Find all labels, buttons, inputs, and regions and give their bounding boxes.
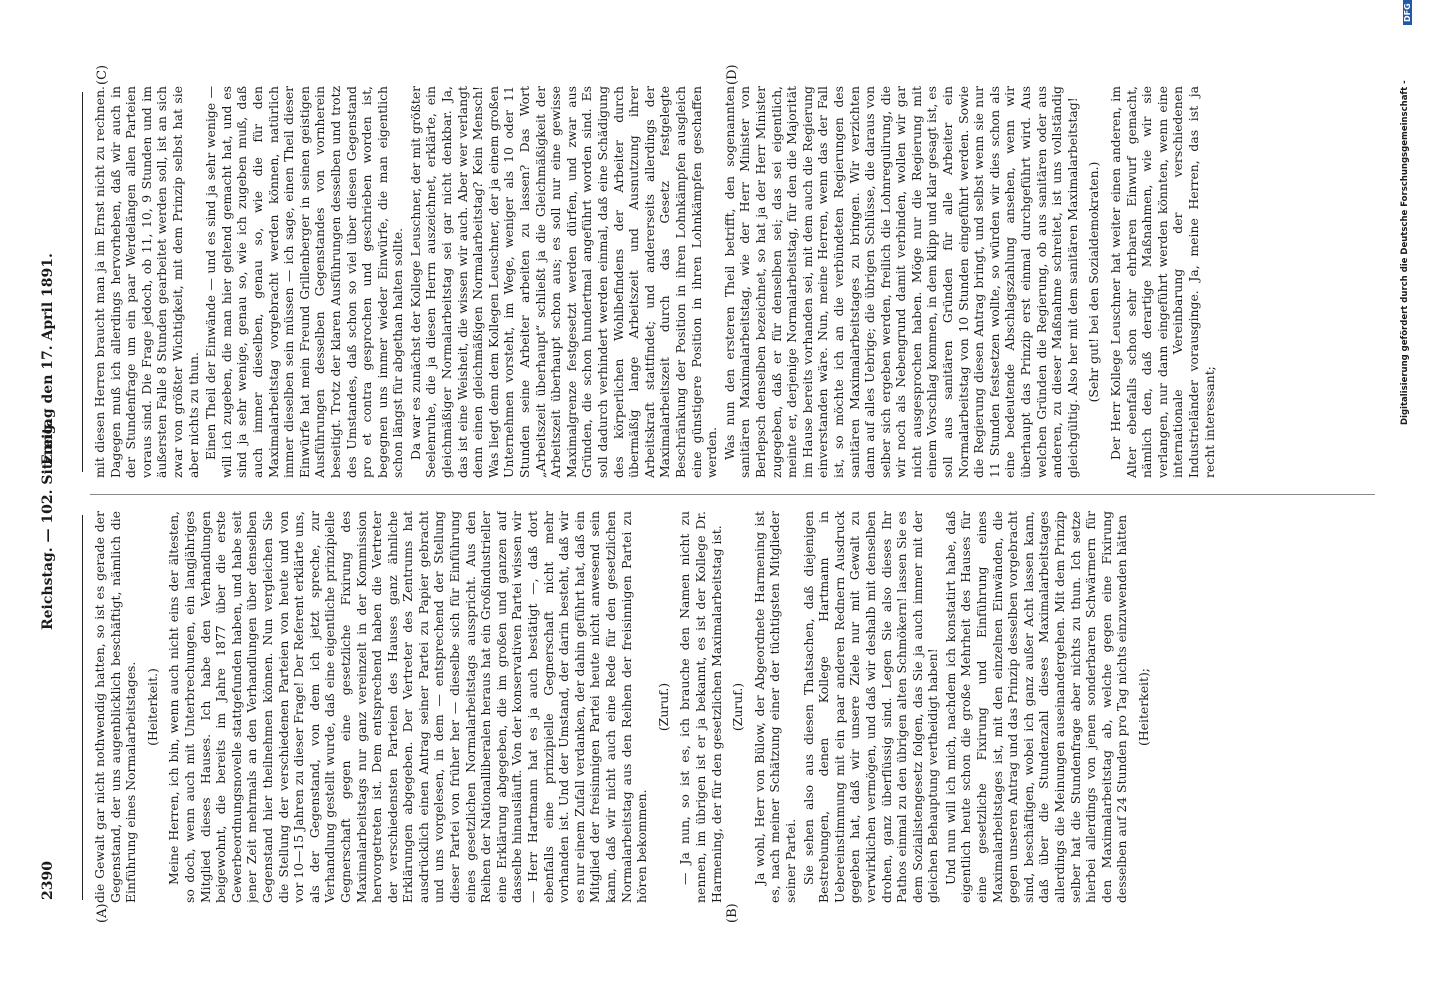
session-title: Reichstag. — 102. Sitzung. (40, 419, 56, 630)
paragraph: Was nun den ersteren Theil betrifft, den sogenannten sanitären Maximalarbeitstag, wie der Herr Minister von Berlepsch denselben bezeichnet, so hat ja der Herr Minister zugegeben, daß er für denselben sei; das sei eigentlich, meinte er, derjenige Normalarbeitstag, für den die Majorität im Hause bereits vorhanden sei, mit dem auch die Regierung einverstanden wäre. Nun, meine Herren, wenn das der Fall ist, so möchte ich an die verbündeten Regierungen des sanitären Maximalarbeitstages zu bringen. Wir verzichten dann auf alles Uebrige; die übrigen Schlüsse, die daraus von selber sich ergeben werden, freilich die Lohnregulirung, die wir noch als Nebengrund damit verbinden, wollen wir gar nicht ausgesprochen haben. Möge nur die Regierung mit einem Vorschlag kommen, in dem klipp und klar gesagt ist, es soll aus sanitären Gründen für alle Arbeiter ein Normalarbeitstag von 10 Stunden eingeführt werden. Sowie die Regierung diesen Antrag bringt, und selbst wenn sie nur 11 Stunden festsetzen wollte, so würden wir dies schon als eine bedeutende Abschlagszahlung ansehen, wenn wir überhaupt das Prinzip erst einmal durchgeführt wird. Aus welchen Gründen die Regierung, ob aus sanitären oder aus anderen, zu dieser Maßnahme schreitet, ist uns vollständig gleichgültig. Also her mit dem sanitären Maximalarbeitstag! (721, 86, 1080, 478)
right-column (92, 86, 1362, 478)
paragraph: Einen Theil der Einwände — und es sind ja sehr wenige — will ich zugeben, die man hier geltend gemacht hat, und es sind ja sehr wenige, genau so, wie ich zugeben muß, daß auch immer dieselben, genau so, wie die für den Maximalarbeitstag vorgebracht werden können, natürlich immer dieselben sein müssen — ich sage, einen Theil dieser Einwürfe hat mein Freund Grillenberger in seinen geistigen Ausführungen desselben Gegenstandes von vornherein beseitigt. Trotz der klaren Ausführungen desselben und trotz des Umstandes, daß schon so viel über diesen Gegenstand pro et contra gesprochen und geschrieben worden ist, begegnen uns immer wieder Einwürfe, die man eigentlich schon längst für abgethan halten sollte. (203, 86, 406, 478)
dfg-logo: DFG (1403, 0, 1412, 25)
left-column (92, 511, 1362, 903)
header-rule-left (82, 515, 83, 900)
interjection: (Heiterkeit.) (144, 668, 160, 746)
paragraph: Und nun will ich mich, nachdem ich konstatirt habe, daß eigentlich heute schon die große Mehrheit des Hauses für eine gesetzliche Fixirung und Einführung eines Maximalarbeitstages ist, mit den einzelnen Einwänden, die gegen unseren Antrag und das Prinzip desselben vorgebracht sind, beschäftigen, wobei ich ganz außer Acht lassen kann, daß über die Stundenzahl dieses Maximalarbeitstages allerdings die Meinungen auseinandergehen. Mit dem Prinzip selber hat die Stundenfrage aber nichts zu thun. Ich setze hierbei allerdings von jenen sonderbaren Schwärmern für den Maximalarbeitstag ab, welche gegen eine Fixirung desselben auf 24 Stunden pro Tag nichts einzuwenden hätten (942, 511, 1130, 903)
paragraph: — Ja nun, so ist es, ich brauche den Namen nicht zu nennen, im übrigen ist er ja bekannt, es ist der Kollege Dr. Harmening, der für den gesetzlichen Maximalarbeitstag ist. (677, 511, 724, 903)
margin-marker-d: (D) (725, 64, 740, 85)
page-number: 2390 (40, 861, 56, 900)
paragraph: Meine Herren, ich bin, wenn auch nicht eins der ältesten, so doch, wenn auch mit Unterbrechungen, ein langjähriges Mitglied dieses Hauses. Ich habe den Verhandlungen beigewohnt, die bereits im Jahre 1877 über die erste Gewerbeordnungsnovelle stattgefunden haben, und habe seit jener Zeit mehrmals an den Verhandlungen über denselben Gegenstand hier theilnehmen können. Nun vergleichen Sie die Stellung der verschiedenen Parteien von heute und von vor 10—15 Jahren zu dieser Frage! Der Referent erklärte uns, als der Gegenstand, von dem ich jetzt spreche, zur Verhandlung gestellt wurde, daß eine eigentliche prinzipielle Gegnerschaft gegen eine gesetzliche Fixirung des Maximalarbeitstags nur ganz vereinzelt in der Kommission hervorgetreten ist. Dem entsprechend haben die Vertreter der verschiedensten Parteien des Hauses ganz ähnliche Erklärungen abgegeben. Der Vertreter des Zentrums hat ausdrücklich einen Antrag seiner Partei zu Papier gebracht und uns vorgelesen, in dem — entsprechend der Stellung dieser Partei von früher her — dieselbe sich für Einführung eines gesetzlichen Normalarbeitstags ausspricht. Aus den Reihen der Nationalliberalen heraus hat ein Großindustrieller eine Erklärung abgegeben, die im großen und ganzen auf dasselbe hinausläuft. Von der konservativen Partei wissen wir — Herr Hartmann hat es ja auch bestätigt —, daß dort ebenfalls eine prinzipielle Gegnerschaft nicht mehr vorhanden ist. Und der Umstand, der darin besteht, daß wir es nur einem Zufall verdanken, der dahin geführt hat, daß ein Mitglied der freisinnigen Partei heute nicht anwesend sein kann, daß wir nicht auch eine Rede für den gesetzlichen Normalarbeitstag aus den Reihen der freisinnigen Partei zu hören bekommen. (166, 511, 650, 903)
margin-marker-a: (A) (95, 903, 110, 923)
header-rule-right (82, 92, 83, 472)
digitization-credit: Digitalisierung gefördert durch die Deutsche Forschungsgemeinschaft - (1400, 80, 1410, 425)
session-date: Freitag den 17. April 1891. (40, 253, 56, 465)
interjection: (Zuruf.) (655, 682, 671, 732)
paragraph: Da war es zunächst der Kollege Leuschner, der mit größter Seelenruhe, die ja diesen Herrn auszeichnet, erklärte, ein gleichmäßiger Normalarbeitstag sei gar nicht denkbar. Ja, das ist eine Weisheit, die wissen wir auch. Aber wer verlangt denn einen gleichmäßigen Normalarbeitstag? Kein Mensch! Was liegt denn dem Kollegen Leuschner, der ja einem großen Unternehmen vorsteht, im Wege, weniger als 10 oder 11 Stunden seine Arbeiter arbeiten zu lassen? Das Wort „Arbeitszeit überhaupt“ schließt ja die Gleichmäßigkeit der Arbeitszeit überhaupt schon aus; es soll nur eine gewisse Maximalgrenze festgesetzt werden dürfen, und zwar aus Gründen, die schon hundertmal angeführt worden sind. Es soll dadurch verhindert werden einmal, daß eine Schädigung des körperlichen Wohlbefindens der Arbeiter durch übermäßig lange Arbeitszeit und Ausnutzung ihrer Arbeitskraft stattfindet; und andererseits allerdings der Maximalarbeitszeit durch das Gesetz festgelegte Beschränkung der Position in ihren Lohnkämpfen ausgleich eine günstigere Position in ihren Lohnkämpfen geschaffen werden. (407, 86, 720, 478)
column-separator (90, 494, 1375, 495)
interjection: (Heiterkeit); (1136, 668, 1151, 746)
paragraph: die Gewalt gar nicht nothwendig hatten, so ist es gerade der Gegenstand, der uns augenblicklich beschäftigt, nämlich die Einführung eines Normalarbeitstages. (92, 511, 139, 903)
paragraph: Ja wohl, Herr von Bülow, der Abgeordnete Harmening ist es, nach meiner Schätzung einer der tüchtigsten Mitglieder seiner Partei. (751, 511, 798, 903)
interjection: (Zuruf.) (730, 682, 746, 732)
paragraph: Sie sehen also aus diesen Thatsachen, daß diejenigen Bestrebungen, denen Kollege Hartmann in Uebereinstimmung mit ein paar anderen Rednern Ausdruck gegeben hat, daß wir unsere Ziele nur mit Gewalt zu verwirklichen vermögen, und daß wir deshalb mit denselben drohen, ganz überflüssig sind. Legen Sie also dieses Ihr Pathos einmal zu den übrigen alten Schmökern! lassen Sie es dem Sozialistengesetz folgen, das Sie ja auch immer mit der gleichen Behauptung vertheidigt haben! (800, 511, 941, 903)
interjection: (Sehr gut! bei den Sozialdemokraten.) (1086, 161, 1102, 403)
margin-marker-c: (C) (95, 64, 110, 85)
margin-marker-b: (B) (725, 903, 740, 923)
paragraph: Der Herr Kollege Leuschner hat weiter einen anderen, im Alter ebenfalls schon sehr ehrbaren Einwurf gemacht, nämlich den, daß derartige Maßnahmen, wie wir sie verlangen, nur dann eingeführt werden könnten, wenn eine internationale Vereinbarung der verschiedenen Industrieländer vorausginge. Ja, meine Herren, das ist ja recht interessant; (1108, 86, 1217, 478)
paragraph: mit diesen Herren braucht man ja im Ernst nicht zu rechnen. Dagegen muß ich allerdings hervorheben, daß wir auch in der Stundenfrage um ein paar Werdelängen allen Parteien voraus sind. Die Frage jedoch, ob 11, 10, 9 Stunden und im äußersten Falle 8 Stunden gearbeitet werden soll, ist an sich zwar von größter Wichtigkeit, mit dem Prinzip selbst hat sie aber nichts zu thun. (92, 86, 201, 478)
